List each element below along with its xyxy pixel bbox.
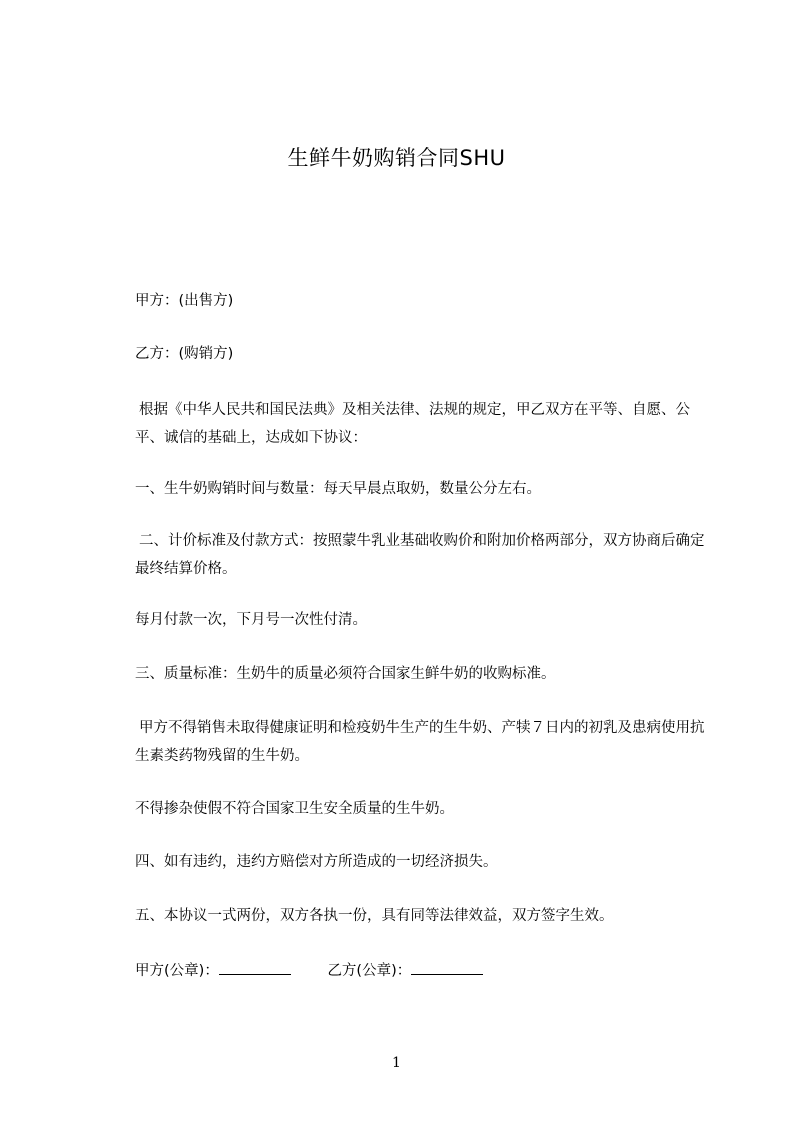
document-title: 生鲜牛奶购销合同SHU <box>287 146 506 170</box>
signature-b <box>327 956 483 985</box>
clause-4: 四、如有违约，违约方赔偿对方所造成的一切经济损失。 <box>135 854 498 870</box>
signature-a <box>135 956 291 985</box>
clause-1: 一、生牛奶购销时间与数量：每天早晨点取奶，数量公分左右。 <box>135 481 541 497</box>
signature-line <box>135 956 483 985</box>
payment-note: 每月付款一次，下月号一次性付清。 <box>135 612 367 628</box>
signature-a-label: 甲方(公章)： <box>135 963 219 979</box>
signature-a-blank <box>219 956 291 975</box>
clause-5: 五、本协议一式两份，双方各执一份，具有同等法律效益，双方签字生效。 <box>135 908 614 924</box>
quality-note-2: 不得掺杂使假不符合国家卫生安全质量的生牛奶。 <box>135 801 454 817</box>
clause-2: 二、计价标准及付款方式：按照蒙牛乳业基础收购价和附加价格两部分，双方协商后确定最终结算价格。 <box>135 533 705 577</box>
party-b-line: 乙方：(购销方) <box>135 346 234 362</box>
signature-b-label: 乙方(公章)： <box>327 963 412 979</box>
signature-b-blank <box>411 956 483 975</box>
preamble-paragraph: 根据《中华人民共和国民法典》及相关法律、法规的规定，甲乙双方在平等、自愿、公平、诚信的基础上，达成如下协议： <box>135 402 690 446</box>
party-a-line: 甲方：(出售方) <box>135 293 234 309</box>
quality-note-1: 甲方不得销售未取得健康证明和检疫奶牛生产的生牛奶、产犊７日内的初乳及患病使用抗生素类药物残留的生牛奶。 <box>135 720 705 764</box>
page-number: 1 <box>392 1055 401 1071</box>
clause-3: 三、质量标准：生奶牛的质量必须符合国家生鲜牛奶的收购标准。 <box>135 666 556 682</box>
